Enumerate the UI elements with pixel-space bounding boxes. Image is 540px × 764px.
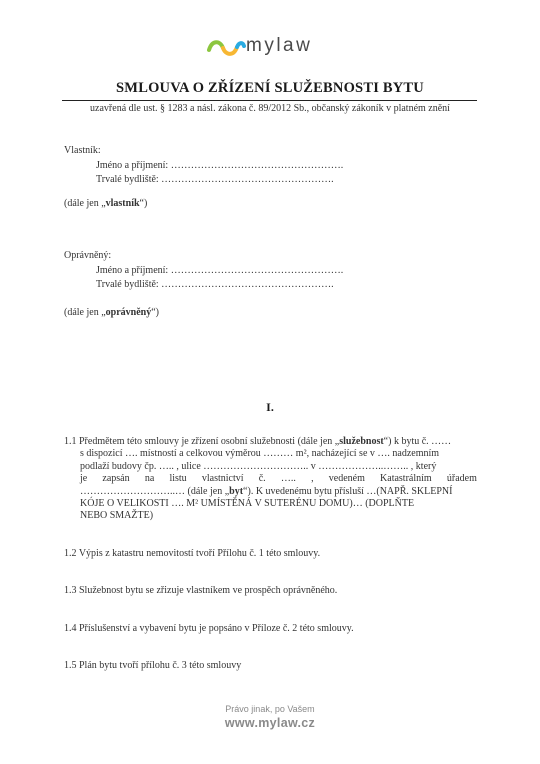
p1-line-3: podlaží budovy čp. ….. , ulice ………………………….. v ………………..…….. , který xyxy=(80,460,437,472)
beneficiary-name-line: Jméno a příjmení: ……………………………………………. xyxy=(96,265,344,276)
owner-name-line: Jméno a příjmení: ……………………………………………. xyxy=(96,160,344,171)
beneficiary-label: Oprávněný: xyxy=(64,250,112,261)
section-heading: I. xyxy=(266,400,274,414)
title-divider xyxy=(62,100,477,101)
beneficiary-address-line: Trvalé bydliště: ……………………………………………. xyxy=(96,279,334,290)
paragraph-1-5: 1.5 Plán bytu tvoří přílohu č. 3 této smlouvy xyxy=(64,660,242,671)
p1-line-6: KÓJE O VELIKOSTI …. M² UMÍSTĚNÁ V SUTERÉNU DOMU)… (DOPLŇTE xyxy=(80,498,415,510)
p1-line-1: 1.1 Předmětem této smlouvy je zřízení osobní služebnosti (dále jen „ služebnost “) k bytu č. …… xyxy=(64,436,452,447)
footer-slogan: Právo jinak, po Vašem xyxy=(225,704,315,714)
owner-address-line: Trvalé bydliště: ……………………………………………. xyxy=(96,174,334,185)
p1-line-5: ………………………..… (dále jen „ byt “). K uvedenému bytu přísluší …(NAPŘ. SKLEPNÍ xyxy=(80,485,453,497)
paragraph-1-2: 1.2 Výpis z katastru nemovitostí tvoří Přílohu č. 1 této smlouvy. xyxy=(64,548,321,559)
beneficiary-hereinafter: (dále jen „oprávněný“) xyxy=(64,307,159,318)
owner-hereinafter: (dále jen „vlastník“) xyxy=(64,198,148,209)
mylaw-swirl-logo-icon xyxy=(206,36,246,60)
footer-url[interactable]: www.mylaw.cz xyxy=(224,716,316,730)
p1-line-2: s dispozicí …. místností a celkovou výměrou ……… m², nacházející se v …. nadzemním xyxy=(80,448,440,460)
paragraph-1-4: 1.4 Příslušenství a vybavení bytu je popsáno v Příloze č. 2 této smlouvy. xyxy=(64,623,354,634)
logo xyxy=(206,36,336,60)
p1-line-7: NEBO SMAŽTE) xyxy=(80,510,154,522)
p1-line-4: je zapsán na listu vlastnictví č. ….. , vedeném Katastrálním úřadem xyxy=(80,473,477,485)
paragraph-1-3: 1.3 Služebnost bytu se zřizuje vlastníkem ve prospěch oprávněného. xyxy=(64,585,338,596)
document-subtitle: uzavřená dle ust. § 1283 a násl. zákona č. 89/2012 Sb., občanský zákoník v platném znění xyxy=(90,103,450,114)
paragraph-1-1 xyxy=(64,436,477,523)
document-title: SMLOUVA O ZŘÍZENÍ SLUŽEBNOSTI BYTU xyxy=(116,80,424,96)
owner-label: Vlastník: xyxy=(64,145,101,156)
logo-text: mylaw xyxy=(246,35,313,56)
